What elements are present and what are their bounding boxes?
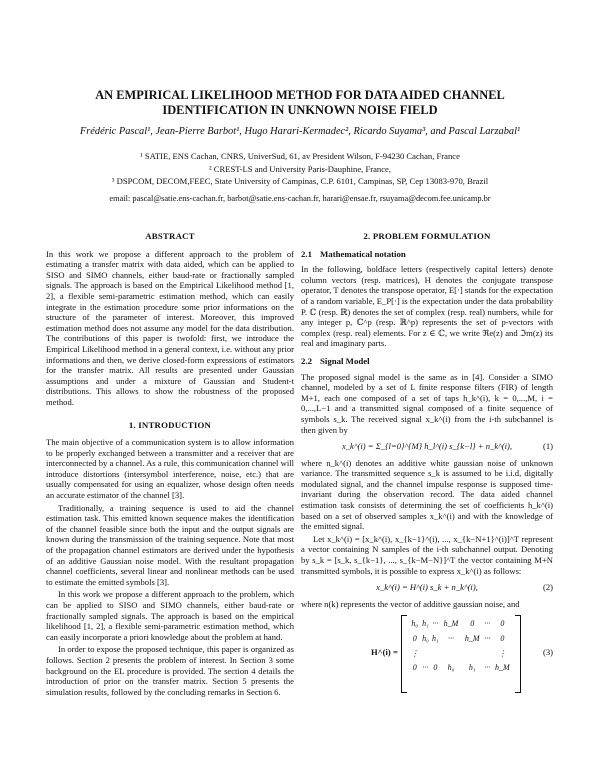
subsection-signal-model-heading: [301, 356, 553, 367]
matrix-cell: [462, 647, 483, 662]
equation-1: [301, 441, 553, 452]
matrix-cell: h₀: [447, 663, 455, 673]
matrix-cell: 0: [470, 619, 475, 629]
author-emails: email: pascal@satie.ens-cachan.fr, barbot@satie.ens-cachan.fr, harari@ensae.fr, rsuyama@decom.fee.unicamp.br: [109, 194, 491, 203]
matrix-table: [409, 617, 513, 675]
paper-title: [40, 88, 560, 118]
matrix-row: [409, 632, 513, 647]
author-list: Frédéric Pascal¹, Jean-Pierre Barbot¹, Hugo Harari-Kermadec², Ricardo Suyama³, and Pascal Larzabal¹: [79, 126, 521, 137]
matrix-cell: 0: [412, 634, 417, 643]
matrix-cell: ⋮: [498, 648, 507, 658]
affiliation-1: ¹ SATIE, ENS Cachan, CNRS, UniverSud, 61, av President Wilson, F-94230 Cachan, France: [140, 151, 460, 161]
problem-heading: 2. PROBLEM FORMULATION: [363, 231, 491, 241]
title-line-1: AN EMPIRICAL LIKELIHOOD METHOD FOR DATA AIDED CHANNEL: [95, 88, 505, 102]
channel-matrix: [401, 615, 521, 693]
equation-2-number: (2): [542, 582, 553, 593]
matrix-cell: h₀: [422, 634, 429, 643]
matrix-cell: [421, 647, 431, 662]
matrix-cell: h₀: [411, 619, 419, 629]
affiliation-3: ³ DSPCOM, DECOM,FEEC, State University of Campinas, C.P. 6101, Campinas, SP, Cep 13083-970, Brazil: [111, 176, 489, 186]
equation-3-number: (3): [542, 647, 553, 658]
title-line-2: IDENTIFICATION IN UNKNOWN NOISE FIELD: [162, 103, 438, 117]
matrix-cell: ···: [432, 619, 439, 629]
right-column: [301, 228, 553, 699]
affiliations: [20, 150, 580, 188]
matrix-cell: [430, 647, 440, 662]
equation-2-body: x_k^(i) = H^(i) s_k + n_k^(i),: [376, 582, 478, 593]
equation-3: [301, 615, 553, 693]
signal-model-text-4: where n(k) represents the vector of additive gaussian noise, and: [301, 598, 520, 609]
matrix-cell: 0: [433, 663, 438, 673]
matrix-cell: h₁: [422, 619, 429, 629]
matrix-cell: h_M: [464, 634, 480, 643]
matrix-row: [409, 647, 513, 662]
matrix-cell: ···: [447, 634, 454, 643]
right-bracket: [515, 615, 521, 693]
matrix-cell: h₁: [431, 634, 439, 643]
intro-paragraph-2: Traditionally, a training sequence is used to aid the channel estimation task. This emitted known sequence makes the identification of the channel feasible since both the input and the output signals are known during the transmission of the training sequence. Note that most of the propagation channel estimators are derived under the hypothesis of an additive Gaussian noise model. With the resultant propagation channel coefficients, several linear and nonlinear methods can be used to estimate the emitted symbols [3].: [46, 502, 294, 587]
matrix-cell: h₁: [468, 663, 476, 673]
notation-text: In the following, boldface letters (respectively capital letters) denote column vectors (resp. matrices), H denotes the conjugate transpose operator, T denotes the transpose operator, E[·] stands for the expectation of a random variable, E_P[·] is the expectation under the data probability P. ℂ (resp. ℝ) denotes the set of complex (resp. real) numbers, while for any integer p, ℂ^p (resp. ℝ^p) represents the set of p-vectors with complex (resp. real) elements. For z ∈ ℂ, we write ℜe(z) and ℑm(z) its real and imaginary parts.: [301, 264, 553, 349]
matrix-cell: 0: [500, 634, 505, 643]
matrix-cell: 0: [412, 663, 417, 673]
matrix-cell: h_M: [443, 619, 459, 629]
left-bracket: [401, 615, 407, 693]
matrix-cell: 0: [500, 619, 505, 629]
subsection-number: 2.1: [301, 248, 312, 259]
matrix-cell: [483, 647, 492, 662]
intro-paragraph-1: The main objective of a communication system is to allow information to be properly exchanged between a transmitter and a receiver that are interconnected by a channel. As a rule, this communication channel will introduce distortions (intersymbol interference, noise, etc.) that are usually compensated for using an equalizer, whose design often needs an accurate estimator of the channel [3].: [46, 437, 294, 501]
intro-paragraph-4: In order to expose the proposed technique, this paper is organized as follows. Section 2 presents the problem of interest. In Section 3 some background on the EL procedure is provided. The section 4 details the introduction of prior on the transfer matrix. Section 5 presents the simulation results, followed by the concluding remarks in Section 6.: [46, 644, 294, 697]
abstract-heading: ABSTRACT: [145, 231, 195, 241]
subsection-number: 2.2: [301, 355, 312, 366]
affiliation-2: ² CREST-LS and University Paris-Dauphine, France,: [209, 163, 391, 174]
subsection-notation-heading: [301, 249, 553, 260]
intro-paragraph-3: In this work we propose a different approach to the problem, which can be applied to SISO and SIMO channels, either baud-rate or fractionally sampled signals. The approach is based on the empirical likelihood [1, 2], a flexible semi-parametric estimation method, which can easily incorporate a priori knowledge about the problem at hand.: [46, 589, 294, 642]
matrix-row: [409, 661, 513, 676]
subsection-title: Mathematical notation: [320, 248, 406, 259]
matrix-cell: [440, 647, 461, 662]
matrix-cell: ⋮: [410, 648, 419, 658]
signal-model-text-1: The proposed signal model is the same as in [4]. Consider a SIMO channel, modeled by a set of L finite response filters (FIR) of length M+1, each one composed of a set of taps h_k^(i), k = 0,...,M, i = 0,...,L−1 and a transmitted signal composed of a finite sequence of symbols s_k. The received signal x_k^(i) from the i-th subchannel is then given by: [301, 371, 553, 435]
matrix-label: H^(i) =: [371, 647, 398, 658]
matrix-cell: ···: [484, 634, 491, 643]
left-column: [46, 228, 294, 699]
abstract-text: In this work we propose a different approach to the problem of estimating a transfer matrix with data aided, which can be applied to SISO and SIMO channels, either baud-rate or fractionally sampled signals. The approach is based on the Empirical Likelihood method [1, 2], a flexible semi-parametric estimation method, which can easily integrate in the estimation procedure some prior informations on the structure of the parameter of interest. Moreover, this improved estimation method does not assume any model for the data distribution. The contributions of this paper is twofold: first, we introduce the Empirical Likelihood method in a general context, i.e. without any prior informations and then, we derive closed-form expressions of estimators for the transfer matrix. All results are presented under Gaussian assumptions and under a mixture of Gaussian and Student-t distributions. This allows to show the robustness of the proposed method.: [46, 248, 294, 407]
intro-heading: 1. INTRODUCTION: [128, 419, 212, 430]
signal-model-text-2: where n_k^(i) denotes an additive white gaussian noise of unknown variance. The transmitted sequence s_k is assumed to be i.i.d, digitally modulated signal, and the channel impulse response is supposed time-invariant during the observation record. The data aided channel estimation task consists of determining the set of coefficients h_k^(i) based on a set of observed samples x_k^(i) and with the knowledge of the emitted signal.: [301, 457, 553, 532]
signal-model-text-3: Let x_k^(i) = [x_k^(i), x_{k−1}^(i), ..., x_{k−N+1}^(i)]^T represent a vector containing N samples of the i-th subchannel output. Denoting by s_k = [s_k, s_{k−1}, ..., s_{k−M−N}]^T the vector containing M+N transmitted symbols, it is possible to express x_k^(i) as follows:: [301, 533, 553, 576]
subsection-title: Signal Model: [320, 355, 370, 366]
matrix-cell: h_M: [494, 663, 510, 673]
equation-2: [301, 582, 553, 593]
equation-1-number: (1): [542, 441, 553, 452]
matrix-cell: ···: [484, 619, 491, 629]
matrix-cell: ···: [422, 663, 429, 673]
matrix-cell: ···: [484, 663, 491, 673]
matrix-row: [409, 617, 513, 632]
equation-1-body: x_k^(i) = Σ_{l=0}^{M} h_l^(i) s_{k−l} + n_k^(i),: [341, 441, 513, 452]
